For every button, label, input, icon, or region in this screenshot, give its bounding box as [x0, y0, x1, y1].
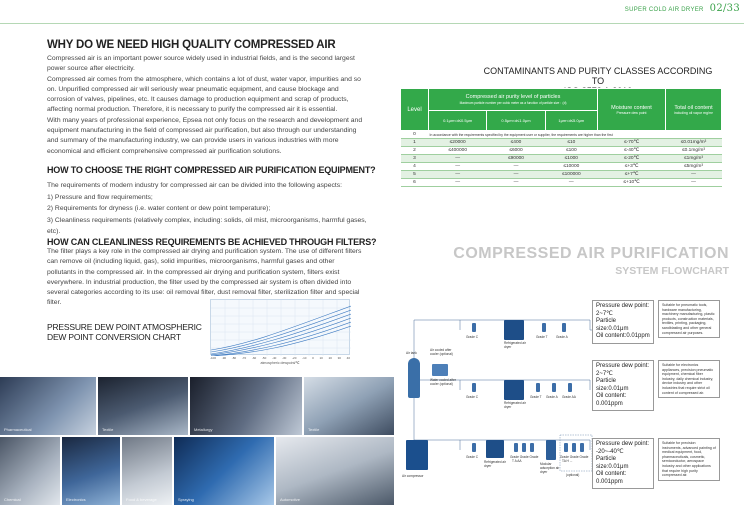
table-cell: ≤90000 [487, 155, 545, 163]
table-row [401, 179, 722, 187]
table-cell: ≤100000 [545, 171, 597, 179]
series-name: SUPER COLD AIR DRYER [624, 7, 704, 13]
photo-label: Metallurgy [194, 427, 213, 432]
table-cell: — [429, 179, 487, 187]
photo-label: Spraying [178, 497, 194, 502]
photo-textile-2 [304, 377, 394, 435]
flow-label: Grade Grade Grade [510, 455, 539, 459]
optional-label: (optional) [566, 473, 580, 477]
dew-line: -20~-40℃ [596, 448, 624, 455]
choose-body [47, 180, 367, 238]
page-header [560, 3, 740, 14]
table-cell: ≤100 [545, 147, 597, 155]
col-particles-title: Compressed air purity level of particles [465, 94, 561, 100]
tick-label: -100 [210, 356, 217, 360]
table-cell: — [487, 163, 545, 171]
table-cell: 1 [401, 139, 429, 147]
filter-grade-a [562, 323, 566, 332]
photo-label: Food & beverage [126, 497, 157, 502]
photo-label: Chemical [4, 497, 21, 502]
flow-label: Grade C [466, 395, 479, 399]
filter-grade-t [564, 443, 568, 452]
photo-pharmaceutical [0, 377, 96, 435]
contaminants-title-line1: CONTAMINANTS AND PURITY CLASSES ACCORDING TO [483, 66, 713, 86]
table-cell: ≤1mg/m³ [666, 155, 722, 163]
refrigerated-dryer [504, 320, 524, 340]
air-cooler [432, 364, 448, 376]
flow-label: Refrigerated air dryer [484, 460, 506, 468]
filter-grade-a [572, 443, 576, 452]
flow-label: Grade C [466, 455, 479, 459]
col-level: Level [401, 89, 429, 131]
choose-item: 2) Requirements for dryness (i.e. water content or dew point temperature); [47, 205, 271, 212]
air-compressor [406, 440, 428, 470]
purity-table [400, 88, 722, 187]
filter-grade-h [580, 443, 584, 452]
photo-spraying [174, 437, 274, 505]
photo-food [122, 437, 172, 505]
table-cell: ≤5mg/m³ [666, 163, 722, 171]
filter-grade-aa [568, 383, 572, 392]
tick-label: -50 [261, 356, 267, 360]
air-cooler-label: Air cooled after cooler (optional) [430, 348, 453, 356]
table-cell: 5 [401, 171, 429, 179]
table-cell: ≤10000 [545, 163, 597, 171]
photo-label: Electronics [66, 497, 86, 502]
table-cell: In accordance with the requirements specified by the equipment user or supplier, the requirements are higher than the first [429, 131, 722, 139]
table-cell: 0 [401, 131, 429, 139]
photo-label: Automotive [280, 497, 301, 502]
flowchart-diagram [400, 290, 740, 502]
filter-grade-t [536, 383, 540, 392]
dew-line: Pressure dew point: [596, 441, 650, 447]
col-p3: 1μm<d≤5.0μm [545, 111, 597, 131]
application-box: Suitable for pneumatic tools, hardware manufacturing, machinery manufacturing, plastic products, construction materials, textiles, printing, packaging, sandblasting and other general compressed air purposes. [658, 300, 720, 338]
flow-label: Grade A [546, 395, 558, 399]
why-paragraph: With many years of professional experience, Epsea not only focus on the research and development and equipment manufacturing in the field of compressed air purification, but also through our understanding and summary of the manufacturing industry, we can provide users in various industries with more economical and efficient comprehensive compressed air purification solutions. [47, 116, 363, 155]
table-cell: ≤400 [487, 139, 545, 147]
table-cell: ≤+10℃ [598, 179, 666, 187]
table-row [401, 163, 722, 171]
col-moisture-sub: Pressure dew point [616, 110, 647, 115]
tick-label: -90 [221, 356, 227, 360]
col-moisture [598, 89, 666, 131]
flowchart-subtitle: SYSTEM FLOWCHART [615, 265, 729, 277]
dew-point-box [592, 300, 654, 344]
choose-intro: The requirements of modern industry for compressed air can be divided into the following aspects: [47, 182, 343, 189]
filter-grade-t [514, 443, 518, 452]
photo-metallurgy [190, 377, 302, 435]
why-body [47, 54, 363, 157]
dew-line: Particle size:0.01μm [596, 318, 629, 332]
filter-grade-c [472, 443, 476, 452]
table-cell: ≤20000 [429, 139, 487, 147]
filter-grade-aa [530, 443, 534, 452]
table-cell: 3 [401, 155, 429, 163]
tick-label: -30 [282, 356, 287, 360]
table-cell: — [487, 171, 545, 179]
table-row [401, 147, 722, 155]
dew-line: Particle size:0.01μm [596, 456, 629, 470]
air-tank-label: Air tank [406, 351, 417, 355]
table-cell: — [666, 179, 722, 187]
col-oil-title: Total oil content [674, 104, 713, 111]
filter-grade-t [542, 323, 546, 332]
dew-line: 2~7℃ [596, 370, 613, 377]
photo-label: Textile [102, 427, 114, 432]
flow-label: Refrigerated air dryer [504, 401, 526, 409]
air-tank [408, 358, 420, 398]
dewchart-title-line2: DEW POINT CONVERSION CHART [47, 332, 181, 342]
flow-label: Grade Grade Grade [560, 455, 589, 459]
photo-textile [98, 377, 188, 435]
table-cell: ≤-70℃ [598, 139, 666, 147]
water-cooler-label: Water cooled after cooler (optional) [430, 378, 456, 386]
dew-line: Pressure dew point: [596, 363, 650, 369]
tick-label: -20 [292, 356, 297, 360]
table-cell: ≤1000 [545, 155, 597, 163]
flow-label: TA H ... [562, 459, 573, 463]
dewchart-xlabel: atmospheric dewpoint/℃ [260, 361, 300, 365]
table-cell: — [429, 171, 487, 179]
dew-line: 0.001ppm [596, 478, 623, 485]
col-moisture-title: Moisture content [611, 104, 652, 111]
dewchart-title-line1: PRESSURE DEW POINT ATMOSPHERIC [47, 322, 202, 332]
flow-label: Grade A [556, 335, 568, 339]
dew-line: 2~7℃ [596, 310, 613, 317]
filter-grade-c [472, 383, 476, 392]
tick-label: 40 [346, 356, 350, 360]
compressor-label: Air compressor [402, 474, 424, 478]
page-number: 02/33 [709, 3, 740, 14]
flow-label: Grade T [536, 335, 548, 339]
filter-grade-c [472, 323, 476, 332]
table-cell: ≤+3℃ [598, 163, 666, 171]
dew-line: Oil content:0.01ppm [596, 333, 650, 339]
table-row [401, 155, 722, 163]
col-p2: 0.5μm<d≤1.0μm [487, 111, 545, 131]
why-paragraph: Compressed air is an important power source widely used in industrial fields, and is the second largest power source after electricity. [47, 55, 355, 73]
flow-label: Grade T [530, 395, 542, 399]
filter-grade-a [552, 383, 556, 392]
dewchart-ticks [210, 356, 350, 360]
table-cell: 4 [401, 163, 429, 171]
table-cell: ≤-40℃ [598, 147, 666, 155]
dew-line: Pressure dew point: [596, 303, 650, 309]
photo-label: Textile [308, 427, 320, 432]
refrigerated-dryer [486, 440, 504, 458]
tick-label: -70 [241, 356, 247, 360]
tick-label: 10 [319, 356, 323, 360]
tick-label: -80 [231, 356, 237, 360]
table-row [401, 131, 722, 139]
table-cell: ≤10 [545, 139, 597, 147]
col-p1: 0.1μm<d≤0.5μm [429, 111, 487, 131]
choose-title: HOW TO CHOOSE THE RIGHT COMPRESSED AIR PURIFICATION EQUIPMENT? [47, 165, 376, 175]
col-oil [666, 89, 722, 131]
photo-electronics [62, 437, 120, 505]
application-box: Suitable for electronics appliances, precision pneumatic equipment, chemical fiber industry, daily chemical industry, device industry and other industries that require strict oil content of compressed air. [658, 360, 720, 398]
why-title: WHY DO WE NEED HIGH QUALITY COMPRESSED AIR [47, 39, 336, 51]
table-row [401, 139, 722, 147]
dew-point-box [592, 360, 654, 411]
flow-label: Refrigerated air dryer [504, 341, 526, 349]
dew-line: Oil content: [596, 471, 627, 477]
tick-label: 30 [337, 356, 341, 360]
dew-line: 0.001ppm [596, 400, 623, 407]
flow-label: Grade AA [562, 395, 576, 399]
photo-chemical [0, 437, 60, 505]
clean-title: HOW CAN CLEANLINESS REQUIREMENTS BE ACHIEVED THROUGH FILTERS? [47, 237, 377, 247]
table-cell: — [429, 155, 487, 163]
tick-label: -60 [251, 356, 257, 360]
choose-item: 3) Cleanliness requirements (relatively complex, including: solids, oil mist, microorganisms, harmful gases, etc). [47, 216, 367, 235]
filter-grade-a [522, 443, 526, 452]
table-row [401, 171, 722, 179]
col-particles [429, 89, 598, 111]
refrigerated-dryer [504, 380, 524, 400]
col-oil-sub: including oil vapor mg/m³ [674, 110, 713, 115]
tick-label: -10 [302, 356, 307, 360]
flowchart-title: COMPRESSED AIR PURIFICATION [453, 245, 729, 262]
dew-line: Oil content: [596, 393, 627, 399]
why-paragraph: Compressed air comes from the atmosphere, which contains a lot of dust, water vapor, impurities and so on. Unpurified compressed air will seriously wear pneumatic equipment, and cause blockage and corrosion of valves, pipelines, etc. It causes damage to production equipment and scrap of products, affecting normal production. Therefore, it is necessary to purify the compressed air it is essential. [47, 75, 361, 114]
dewpoint-chart [210, 299, 350, 355]
adsorption-dryer [546, 440, 556, 460]
header-divider [0, 23, 744, 24]
col-particles-sub: Maximum particle number per cubic meter as a function of particle size：(d) [459, 101, 567, 105]
table-cell: 6 [401, 179, 429, 187]
tick-label: -40 [271, 356, 277, 360]
choose-item: 1) Pressure and flow requirements; [47, 193, 153, 201]
table-cell: 2 [401, 147, 429, 155]
flow-label: T A AA [512, 459, 522, 463]
table-cell: — [545, 179, 597, 187]
table-cell: — [429, 163, 487, 171]
clean-body: The filter plays a key role in the compressed air drying and purification system. The use of different filters can remove oil (including liquid, gas), solid impurities, microorganisms, harmful gases and other pollutants in the compressed air. In the compressed air drying and purification system, filters exist everywhere. In industrial production, the filter used by the compressed air system is often divided into several categories according to its use: oil removal filter, dust removal filter, sterilization filter and special filter. [47, 248, 362, 307]
tick-label: 20 [328, 356, 332, 360]
application-box: Suitable for precision instruments, advanced painting of medical equipment, food, pharmaceuticals, cosmetic, semiconductor, aerospace industry and other applications that require high purity compressed air. [658, 438, 720, 481]
photo-label: Pharmaceutical [4, 427, 32, 432]
table-cell: ≤6000 [487, 147, 545, 155]
table-cell: ≤400000 [429, 147, 487, 155]
table-cell: ≤0.01mg/m³ [666, 139, 722, 147]
flow-label: Modular adsorption air dryer [540, 462, 560, 474]
dew-point-box [592, 438, 654, 489]
table-cell: — [666, 171, 722, 179]
table-cell: — [487, 179, 545, 187]
table-cell: ≤0.1mg/m³ [666, 147, 722, 155]
dewchart-title [47, 322, 202, 342]
tick-label: 0 [312, 356, 314, 360]
flow-label: Grade C [466, 335, 479, 339]
table-cell: ≤+7℃ [598, 171, 666, 179]
dew-line: Particle size:0.01μm [596, 378, 629, 392]
table-cell: ≤-20℃ [598, 155, 666, 163]
photo-automotive [276, 437, 394, 505]
dewpoint-chart-svg [211, 300, 351, 356]
